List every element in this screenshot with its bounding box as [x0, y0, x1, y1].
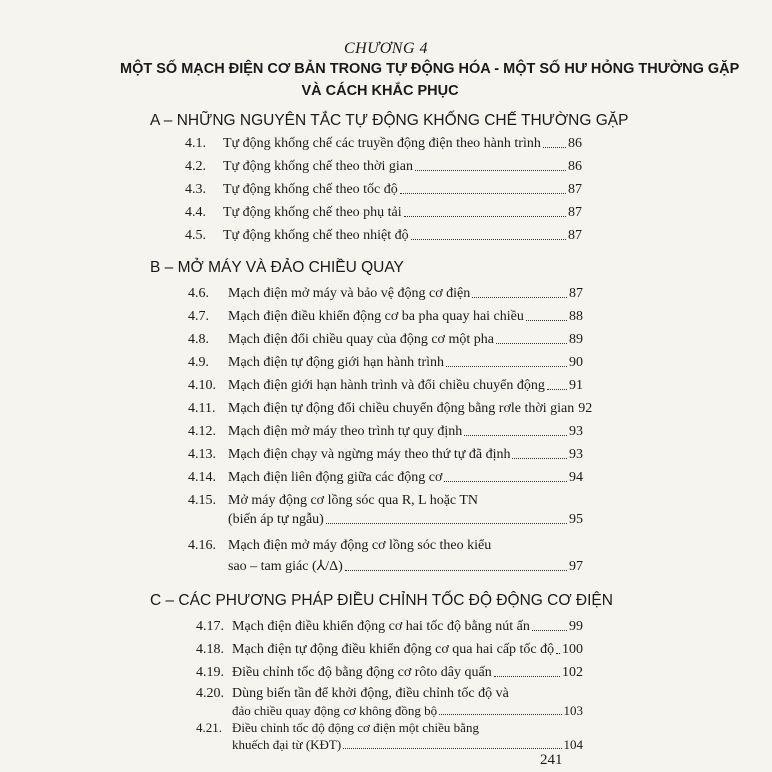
toc-entry [185, 205, 582, 221]
toc-entry-page: 90 [569, 355, 583, 370]
leader-dots [345, 569, 567, 571]
leader-dots [446, 365, 567, 367]
toc-entry [185, 136, 582, 152]
toc-entry-page: 95 [569, 512, 583, 527]
leader-dots [464, 434, 567, 436]
leader-dots [532, 629, 567, 631]
toc-entry-title: Tự động khống chế theo thời gian [223, 159, 413, 174]
toc-entry [185, 159, 582, 175]
leader-dots [543, 146, 566, 148]
toc-entry-title: Mạch điện mở máy động cơ lồng sóc theo kiểu [228, 538, 492, 553]
toc-entry-number: 4.19. [196, 665, 224, 680]
toc-entry-number: 4.3. [185, 182, 206, 197]
toc-entry-number: 4.8. [188, 332, 209, 347]
toc-entry [188, 286, 583, 302]
toc-entry-title: Tự động khống chế theo tốc độ [223, 182, 398, 197]
toc-entry-number: 4.15. [188, 493, 216, 508]
toc-entry-page: 88 [569, 309, 583, 324]
toc-entry-number: 4.2. [185, 159, 206, 174]
toc-entry [196, 619, 583, 635]
leader-dots [444, 480, 567, 482]
toc-entry [185, 228, 582, 244]
toc-entry [188, 332, 583, 348]
toc-entry-page: 99 [569, 619, 583, 634]
toc-entry [188, 447, 583, 463]
section-heading-c: C – CÁC PHƯƠNG PHÁP ĐIỀU CHỈNH TỐC ĐỘ ĐỘNG CƠ ĐIỆN [150, 592, 613, 609]
toc-entry-number: 4.9. [188, 355, 209, 370]
toc-entry-number: 4.7. [188, 309, 209, 324]
toc-entry-title-continued: (biến áp tự ngẫu) [228, 512, 324, 527]
toc-entry-number: 4.11. [188, 401, 216, 416]
toc-entry-number: 4.18. [196, 642, 224, 657]
toc-entry-title: Mạch điện tự động điều khiển động cơ qua hai cấp tốc độ [232, 642, 555, 657]
toc-entry-number: 4.13. [188, 447, 216, 462]
toc-entry [232, 703, 583, 719]
toc-entry-page: 104 [563, 737, 583, 752]
toc-entry-title-continued: sao – tam giác (⅄/Δ) [228, 559, 343, 574]
toc-entry [196, 642, 583, 658]
toc-entry-page: 94 [569, 470, 583, 485]
leader-dots [415, 169, 566, 171]
leader-dots [404, 215, 566, 217]
toc-entry-page: 93 [569, 424, 583, 439]
toc-entry-number: 4.20. [196, 686, 224, 701]
toc-entry-page: 91 [569, 378, 583, 393]
chapter-label: CHƯƠNG 4 [343, 40, 429, 57]
leader-dots [512, 457, 567, 459]
toc-entry-number: 4.16. [188, 538, 216, 553]
toc-entry [188, 309, 583, 325]
chapter-title [120, 58, 740, 102]
toc-entry-page: 97 [569, 559, 583, 574]
toc-entry-title: Mạch điện đổi chiều quay của động cơ một pha [228, 332, 494, 347]
section-heading-a: A – NHỮNG NGUYÊN TẮC TỰ ĐỘNG KHỐNG CHẾ THƯỜNG GẶP [150, 112, 629, 129]
leader-dots [494, 675, 560, 677]
toc-entry [185, 182, 582, 198]
toc-entry [228, 512, 583, 528]
toc-entry-title: Mở máy động cơ lồng sóc qua R, L hoặc TN [228, 493, 479, 508]
toc-entry-page: 93 [569, 447, 583, 462]
leader-dots [547, 388, 567, 390]
chapter-title-line-2: VÀ CÁCH KHẮC PHỤC [301, 83, 459, 99]
toc-entry-title: Tự động khống chế các truyền động điện theo hành trình [223, 136, 541, 151]
toc-entry-number: 4.12. [188, 424, 216, 439]
toc-entry-title: Mạch điện chạy và ngừng máy theo thứ tự đã định [228, 447, 511, 462]
toc-entry-title: Mạch điện tự động giới hạn hành trình [228, 355, 445, 370]
toc-entry-page: 92 [578, 401, 593, 416]
toc-entry-page: 86 [568, 136, 582, 151]
toc-entry-number: 4.1. [185, 136, 206, 151]
toc-entry-title: Mạch điện mở máy và bảo vệ động cơ điện [228, 286, 471, 301]
toc-entry-title: Mạch điện mở máy theo trình tự quy định [228, 424, 463, 439]
leader-dots [343, 747, 561, 749]
toc-entry-number: 4.17. [196, 619, 224, 634]
toc-entry-title: Tự động khống chế theo phụ tải [223, 205, 402, 220]
toc-entry-number: 4.6. [188, 286, 209, 301]
toc-entry-page: 100 [562, 642, 583, 657]
toc-entry [188, 378, 583, 394]
toc-entry [188, 401, 593, 417]
chapter-title-line-1: MỘT SỐ MẠCH ĐIỆN CƠ BẢN TRONG TỰ ĐỘNG HÓA - MỘT SỐ HƯ HỎNG THƯỜNG GẶP [120, 61, 740, 77]
section-heading-b: B – MỞ MÁY VÀ ĐẢO CHIỀU QUAY [150, 259, 404, 276]
toc-entry-title: Mạch điện điều khiển động cơ hai tốc độ bằng nút ấn [232, 619, 530, 634]
toc-entry-title: Dùng biến tần để khởi động, điều chỉnh tốc độ và [232, 686, 509, 701]
toc-entry [188, 424, 583, 440]
toc-entry-number: 4.5. [185, 228, 206, 243]
toc-entry-page: 87 [568, 182, 582, 197]
leader-dots [326, 522, 567, 524]
leader-dots [400, 192, 566, 194]
page-number: 241 [540, 752, 563, 768]
toc-entry-title: Điều chỉnh tốc độ bằng động cơ rôto dây quấn [232, 665, 492, 680]
leader-dots [439, 713, 561, 715]
toc-entry-page: 87 [568, 228, 582, 243]
toc-entry-number: 4.14. [188, 470, 216, 485]
leader-dots [556, 652, 560, 654]
toc-entry-title: Tự động khống chế theo nhiệt độ [223, 228, 409, 243]
leader-dots [472, 296, 567, 298]
toc-entry-page: 87 [568, 205, 582, 220]
toc-entry-title: Mạch điện giới hạn hành trình và đổi chiều chuyển động [228, 378, 545, 393]
toc-entry [188, 355, 583, 371]
toc-entry [232, 737, 583, 753]
toc-entry-page: 87 [569, 286, 583, 301]
toc-entry-number: 4.21. [196, 720, 222, 735]
leader-dots [496, 342, 567, 344]
leader-dots [411, 238, 566, 240]
toc-entry-page: 102 [562, 665, 583, 680]
toc-entry-title-continued: khuếch đại từ (KĐT) [232, 737, 342, 752]
toc-entry-title: Mạch điện liên động giữa các động cơ [228, 470, 443, 485]
toc-entry-page: 86 [568, 159, 582, 174]
toc-entry-title: Mạch điện điều khiển động cơ ba pha quay hai chiều [228, 309, 524, 324]
toc-entry-number: 4.4. [185, 205, 206, 220]
toc-entry [188, 470, 583, 486]
leader-dots [526, 319, 567, 321]
toc-entry [228, 558, 583, 575]
toc-entry-title-continued: đảo chiều quay động cơ không đồng bộ [232, 703, 438, 718]
toc-entry [196, 665, 583, 681]
toc-entry-page: 103 [563, 703, 583, 718]
toc-entry-number: 4.10. [188, 378, 216, 393]
toc-entry-title: Điều chỉnh tốc độ động cơ điện một chiều bằng [232, 720, 479, 735]
toc-entry-title: Mạch điện tự động đổi chiều chuyển động bằng rơle thời gian [228, 401, 575, 416]
toc-entry-page: 89 [569, 332, 583, 347]
